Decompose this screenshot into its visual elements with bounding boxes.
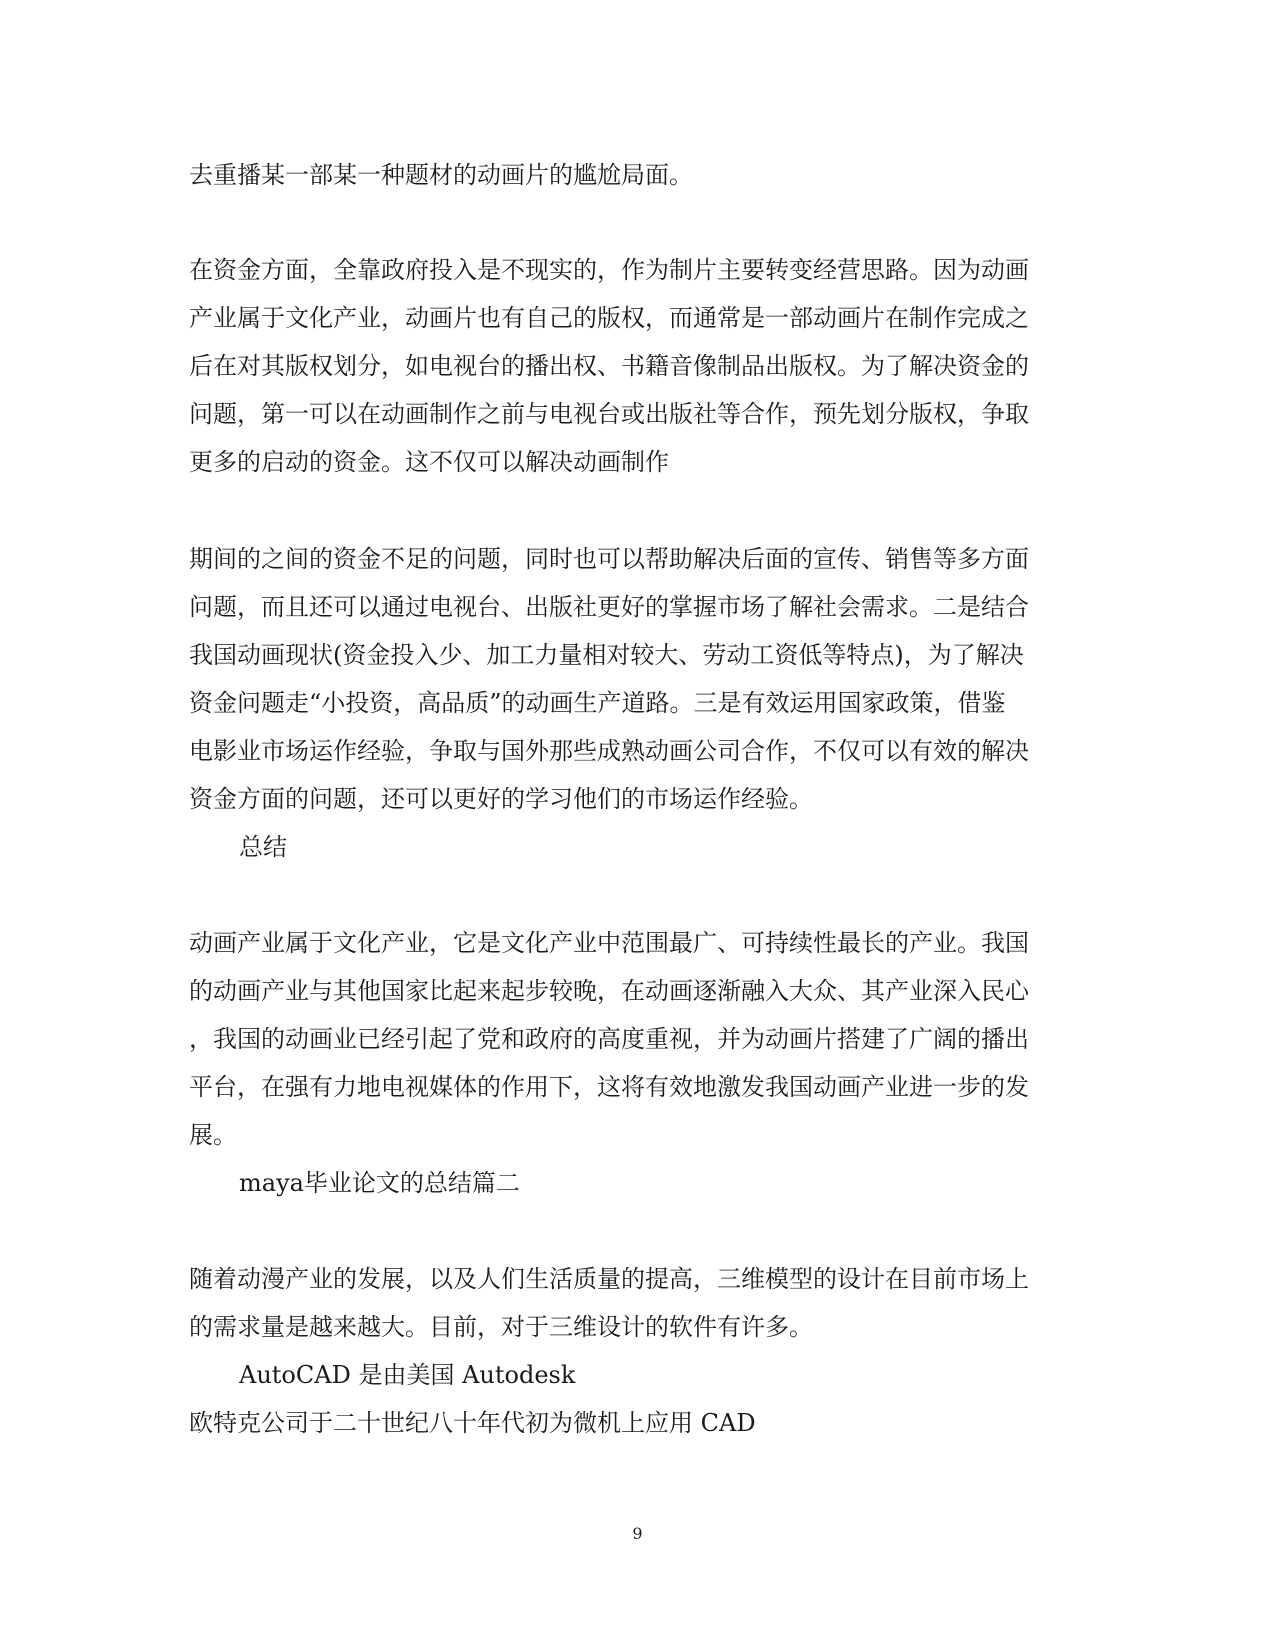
text-line: 去重播某一部某一种题材的动画片的尴尬局面。: [189, 161, 693, 189]
text-line: 动画产业属于文化产业，它是文化产业中范围最广、可持续性最长的产业。我国: [189, 929, 1029, 957]
text-line: 问题，而且还可以通过电视台、出版社更好的掌握市场了解社会需求。二是结合: [189, 593, 1029, 621]
text-line: 电影业市场运作经验，争取与国外那些成熟动画公司合作，不仅可以有效的解决: [189, 737, 1029, 765]
text-line: 期间的之间的资金不足的问题，同时也可以帮助解决后面的宣传、销售等多方面: [189, 545, 1029, 573]
text-line: 资金方面的问题，还可以更好的学习他们的市场运作经验。: [189, 785, 813, 813]
text-line: 问题，第一可以在动画制作之前与电视台或出版社等合作，预先划分版权，争取: [189, 400, 1029, 428]
text-line: 平台，在强有力地电视媒体的作用下，这将有效地激发我国动画产业进一步的发: [189, 1073, 1029, 1101]
section-heading: 总结: [239, 833, 287, 861]
text-line: 欧特克公司于二十世纪八十年代初为微机上应用 CAD: [189, 1409, 756, 1437]
text-line: ，我国的动画业已经引起了党和政府的高度重视，并为动画片搭建了广阔的播出: [189, 1025, 1029, 1053]
text-line: 展。: [189, 1121, 237, 1149]
page-number: 9: [632, 1524, 643, 1543]
text-line: 随着动漫产业的发展，以及人们生活质量的提高，三维模型的设计在目前市场上: [189, 1265, 1029, 1293]
text-line: AutoCAD 是由美国 Autodesk: [239, 1361, 576, 1389]
text-line: 后在对其版权划分，如电视台的播出权、书籍音像制品出版权。为了解决资金的: [189, 352, 1029, 380]
text-line: 我国动画现状(资金投入少、加工力量相对较大、劳动工资低等特点)，为了解决: [189, 641, 1024, 669]
text-line: 的需求量是越来越大。目前，对于三维设计的软件有许多。: [189, 1313, 813, 1341]
text-line: 资金问题走“小投资，高品质”的动画生产道路。三是有效运用国家政策，借鉴: [189, 689, 1006, 717]
text-line: 的动画产业与其他国家比起来起步较晚，在动画逐渐融入大众、其产业深入民心: [189, 977, 1029, 1005]
section-heading: maya毕业论文的总结篇二: [239, 1169, 520, 1197]
text-line: 在资金方面，全靠政府投入是不现实的，作为制片主要转变经营思路。因为动画: [189, 256, 1029, 284]
text-line: 产业属于文化产业，动画片也有自己的版权，而通常是一部动画片在制作完成之: [189, 304, 1029, 332]
text-line: 更多的启动的资金。这不仅可以解决动画制作: [189, 448, 669, 476]
